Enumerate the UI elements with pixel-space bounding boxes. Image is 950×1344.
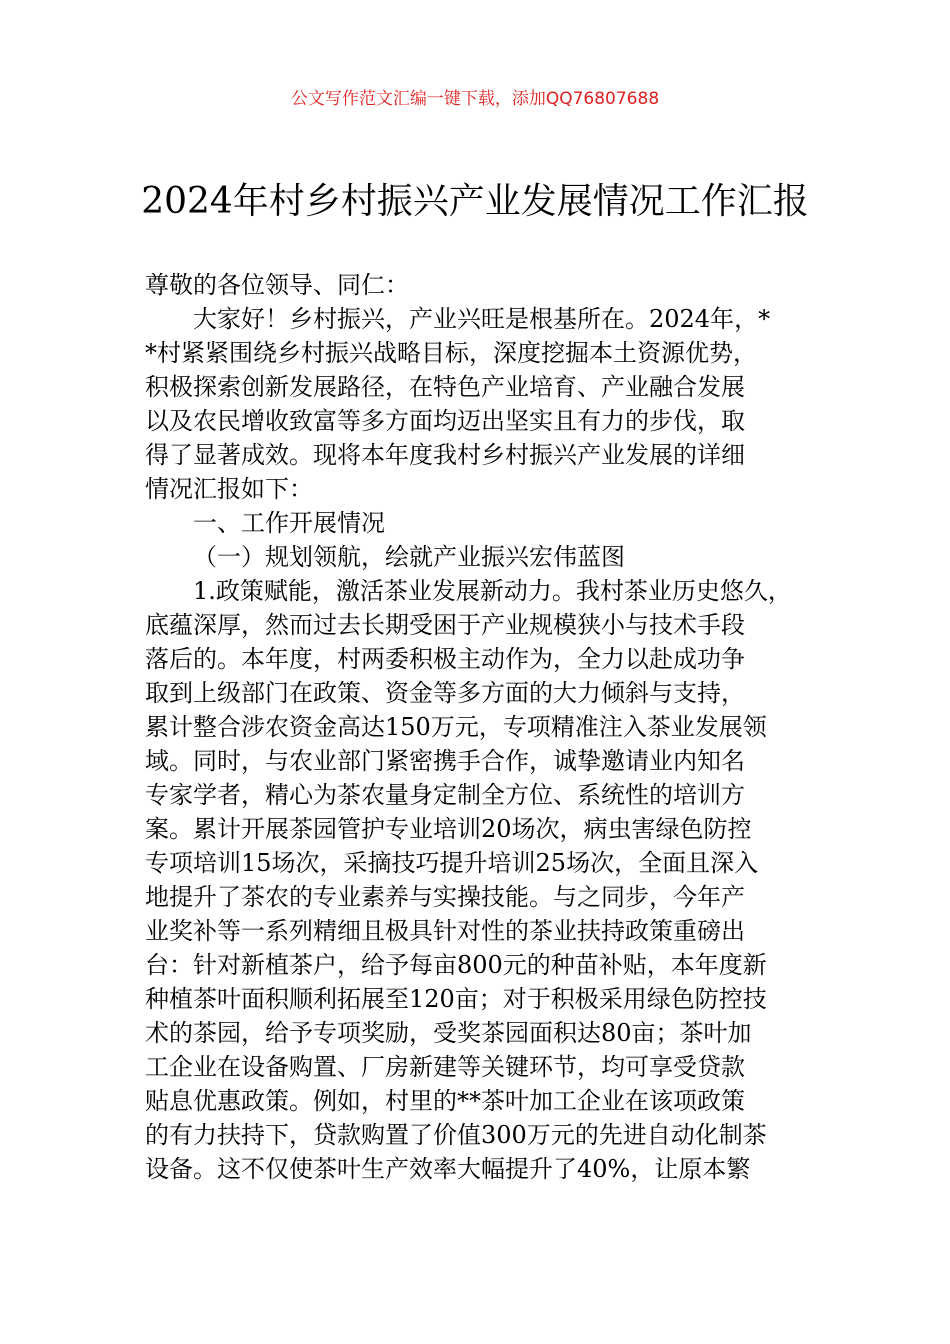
paragraph-line: 的有力扶持下，贷款购置了价值300万元的先进自动化制茶 [145,1121,767,1149]
paragraph-line: 地提升了茶农的专业素养与实操技能。与之同步，今年产 [145,883,745,911]
paragraph-line: 专项培训15场次，采摘技巧提升培训25场次，全面且深入 [145,849,759,877]
paragraph-line: 术的茶园，给予专项奖励，受奖茶园面积达80亩；茶叶加 [145,1019,752,1047]
paragraph-line: 案。累计开展茶园管护专业培训20场次，病虫害绿色防控 [145,815,752,843]
paragraph-line: *村紧紧围绕乡村振兴战略目标，深度挖掘本土资源优势， [145,339,757,367]
paragraph-line: 贴息优惠政策。例如，村里的**茶叶加工企业在该项政策 [145,1087,745,1115]
paragraph-line: 情况汇报如下： [145,475,313,503]
paragraph-line: 底蕴深厚，然而过去长期受困于产业规模狭小与技术手段 [145,611,745,639]
document-title: 2024年村乡村振兴产业发展情况工作汇报 [141,181,809,222]
paragraph-line: 得了显著成效。现将本年度我村乡村振兴产业发展的详细 [145,441,745,469]
paragraph-line: 种植茶叶面积顺利拓展至120亩；对于积极采用绿色防控技 [145,985,767,1013]
paragraph-line: 1.政策赋能，激活茶业发展新动力。我村茶业历史悠久， [193,577,792,605]
paragraph-line: 台：针对新植茶户，给予每亩800元的种苗补贴，本年度新 [145,951,767,979]
salutation-line: 尊敬的各位领导、同仁： [145,271,409,299]
paragraph-line: 工企业在设备购置、厂房新建等关键环节，均可享受贷款 [145,1053,745,1081]
paragraph-line: 落后的。本年度，村两委积极主动作为，全力以赴成功争 [145,645,745,673]
paragraph-line: 积极探索创新发展路径，在特色产业培育、产业融合发展 [145,373,745,401]
paragraph-line: 业奖补等一系列精细且极具针对性的茶业扶持政策重磅出 [145,917,745,945]
document-body [145,268,815,1186]
header-banner: 公文写作范文汇编一键下载，添加QQ76807688 [290,89,660,109]
paragraph-line: 以及农民增收致富等多方面均迈出坚实且有力的步伐，取 [145,407,745,435]
paragraph-line: 专家学者，精心为茶农量身定制全方位、系统性的培训方 [145,781,745,809]
paragraph-line: 累计整合涉农资金高达150万元，专项精准注入茶业发展领 [145,713,767,741]
subsection-heading: （一）规划领航，绘就产业振兴宏伟蓝图 [193,543,625,571]
paragraph-line: 域。同时，与农业部门紧密携手合作，诚挚邀请业内知名 [145,747,745,775]
paragraph-line: 取到上级部门在政策、资金等多方面的大力倾斜与支持， [145,679,745,707]
paragraph-line: 大家好！乡村振兴，产业兴旺是根基所在。2024年，* [193,305,771,333]
section-heading: 一、工作开展情况 [193,509,385,537]
paragraph-line: 设备。这不仅使茶叶生产效率大幅提升了40%，让原本繁 [145,1155,751,1183]
